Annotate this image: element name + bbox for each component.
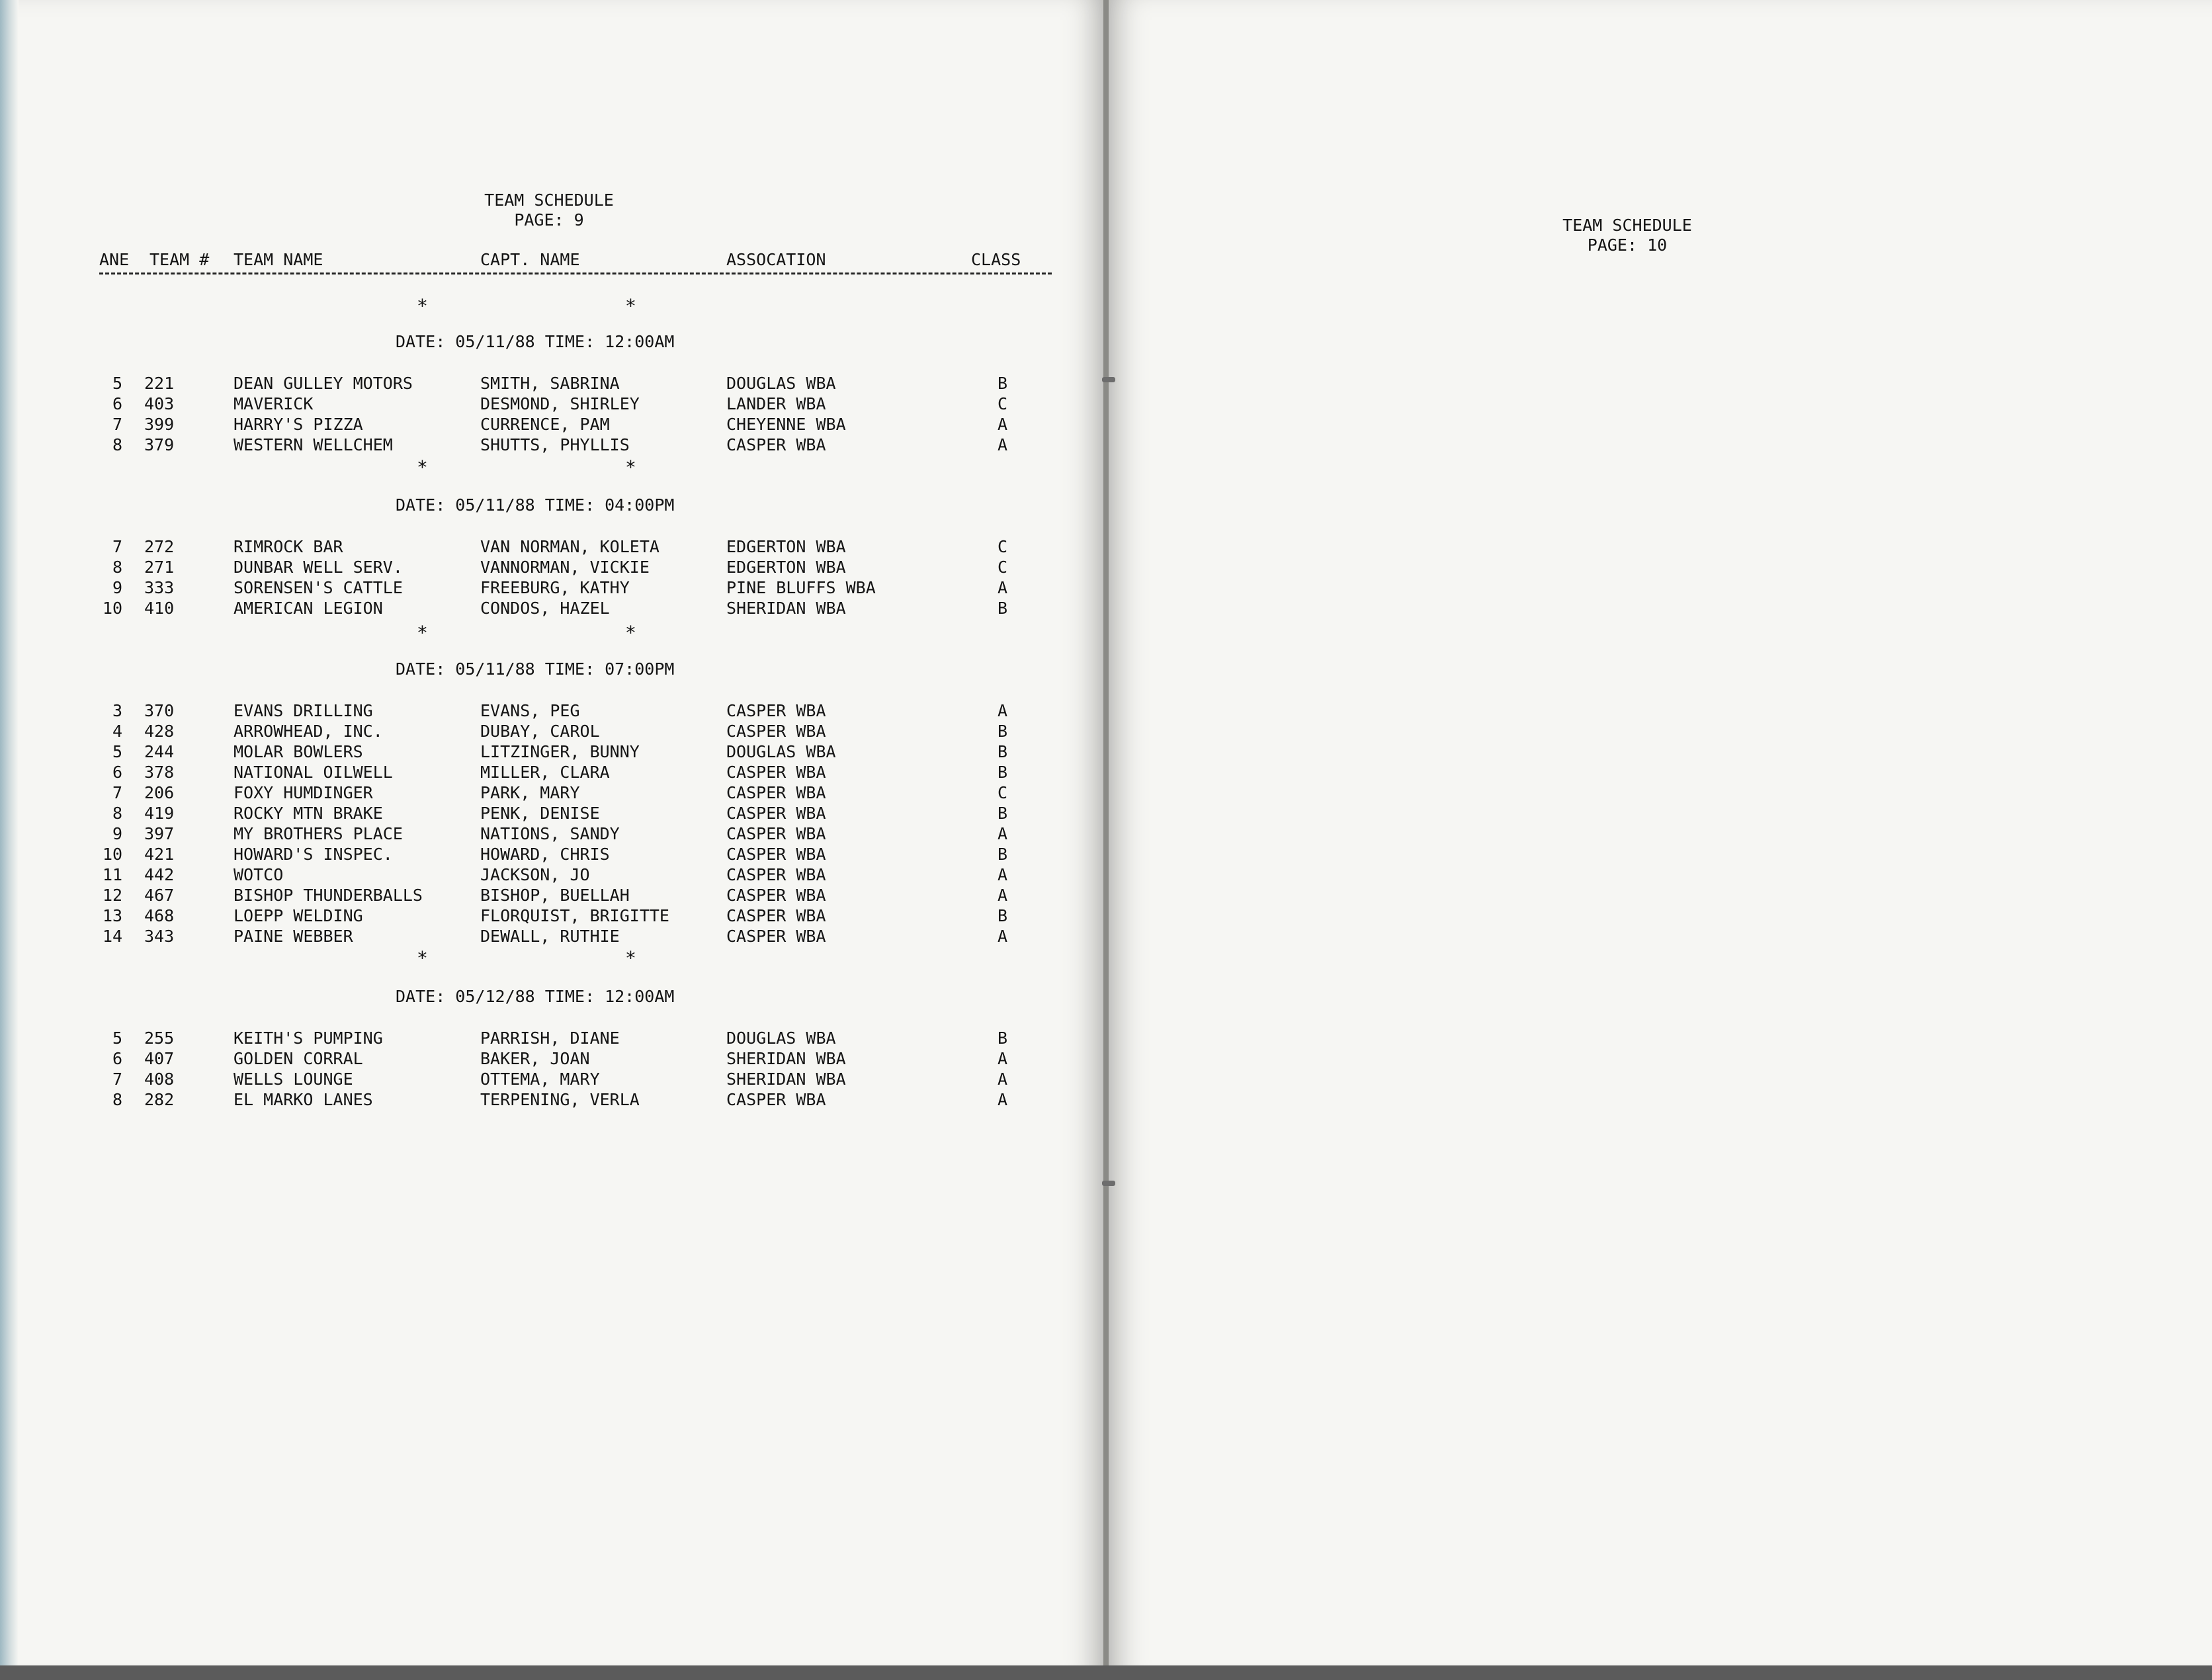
- association: CASPER WBA: [726, 927, 826, 946]
- team-number: 442: [144, 865, 175, 884]
- class-letter: B: [998, 804, 1008, 823]
- association: CASPER WBA: [726, 1090, 826, 1109]
- right-table-row: [1106, 754, 2212, 775]
- team-name: LOEPP WELDING: [234, 906, 363, 925]
- team-name: MOLAR BOWLERS: [234, 742, 363, 761]
- class-letter: A: [998, 1070, 1008, 1089]
- team-name: KEITH'S PUMPING: [234, 1029, 383, 1048]
- class-letter: A: [998, 578, 1008, 597]
- team-number: 399: [144, 415, 175, 434]
- captain-name: MILLER, CLARA: [480, 763, 610, 782]
- team-name: FOXY HUMDINGER: [234, 783, 373, 802]
- class-letter: A: [998, 886, 1008, 905]
- team-name: BISHOP THUNDERBALLS: [234, 886, 423, 905]
- team-name: PAINE WEBBER: [234, 927, 353, 946]
- left-separator-star: *: [625, 622, 636, 644]
- left-table-row: [0, 701, 1106, 722]
- association: CASPER WBA: [726, 783, 826, 802]
- left-table-row: [0, 906, 1106, 927]
- class-letter: B: [998, 742, 1008, 761]
- captain-name: EVANS, PEG: [480, 701, 580, 720]
- right-title: [1541, 216, 1713, 255]
- right-table-row: [1106, 833, 2212, 854]
- association: DOUGLAS WBA: [726, 374, 836, 393]
- team-number: 343: [144, 927, 175, 946]
- lane-number: 6: [112, 1049, 123, 1068]
- team-name: EVANS DRILLING: [234, 701, 373, 720]
- right-table-row: [1106, 1275, 2212, 1296]
- team-name: ARROWHEAD, INC.: [234, 722, 383, 741]
- lane-number: 7: [112, 1070, 123, 1089]
- class-letter: B: [998, 1029, 1008, 1048]
- lane-number: 5: [112, 742, 123, 761]
- left-table-row: [0, 804, 1106, 824]
- left-table-row: [0, 1029, 1106, 1049]
- left-title: [463, 190, 635, 230]
- association: CASPER WBA: [726, 906, 826, 925]
- right-table-row: [1106, 1295, 2212, 1316]
- team-name: EL MARKO LANES: [234, 1090, 373, 1109]
- class-letter: B: [998, 906, 1008, 925]
- class-letter: B: [998, 763, 1008, 782]
- left-separator-star: *: [417, 622, 428, 644]
- left-table-row: [0, 435, 1106, 456]
- left-table-row: [0, 763, 1106, 783]
- right-table-row: [1106, 1216, 2212, 1236]
- right-table-row: [1106, 634, 2212, 654]
- right-table-row: [1106, 456, 2212, 476]
- left-table-row: [0, 1049, 1106, 1070]
- captain-name: FLORQUIST, BRIGITTE: [480, 906, 669, 925]
- captain-name: BISHOP, BUELLAH: [480, 886, 630, 905]
- right-table-row: [1106, 396, 2212, 417]
- association: CASPER WBA: [726, 865, 826, 884]
- team-name: DEAN GULLEY MOTORS: [234, 374, 413, 393]
- lane-number: 3: [112, 701, 123, 720]
- left-table-row: [0, 742, 1106, 763]
- right-table-row: [1106, 416, 2212, 437]
- right-table-row: [1106, 1355, 2212, 1375]
- left-title-text: TEAM SCHEDULE: [484, 190, 614, 210]
- team-name: HOWARD'S INSPEC.: [234, 845, 393, 864]
- right-table-row: [1106, 1116, 2212, 1137]
- right-table-row: [1106, 1176, 2212, 1197]
- right-table-row: [1106, 1196, 2212, 1216]
- left-col-lane: ANE: [99, 250, 130, 269]
- class-letter: B: [998, 845, 1008, 864]
- right-table-row: [1106, 476, 2212, 496]
- team-number: 272: [144, 537, 175, 556]
- team-name: AMERICAN LEGION: [234, 599, 383, 618]
- team-number: 397: [144, 824, 175, 843]
- right-page-number: PAGE: 10: [1587, 235, 1668, 255]
- left-date-line: DATE: 05/11/88 TIME: 04:00PM: [396, 495, 675, 515]
- team-number: 379: [144, 435, 175, 454]
- association: SHERIDAN WBA: [726, 599, 846, 618]
- team-name: RIMROCK BAR: [234, 537, 343, 556]
- captain-name: DEWALL, RUTHIE: [480, 927, 620, 946]
- lane-number: 8: [112, 804, 123, 823]
- captain-name: TERPENING, VERLA: [480, 1090, 640, 1109]
- captain-name: DESMOND, SHIRLEY: [480, 394, 640, 413]
- left-table-row: [0, 537, 1106, 558]
- captain-name: CONDOS, HAZEL: [480, 599, 610, 618]
- team-name: SORENSEN'S CATTLE: [234, 578, 403, 597]
- right-table-row: [1106, 1097, 2212, 1117]
- team-name: ROCKY MTN BRAKE: [234, 804, 383, 823]
- left-table-row: [0, 558, 1106, 578]
- association: CASPER WBA: [726, 886, 826, 905]
- association: DOUGLAS WBA: [726, 742, 836, 761]
- left-col-team-no: TEAM #: [149, 250, 210, 269]
- right-table-row: [1106, 1335, 2212, 1355]
- class-letter: A: [998, 1049, 1008, 1068]
- class-letter: C: [998, 394, 1008, 413]
- lane-number: 10: [103, 845, 123, 864]
- left-separator-star: *: [625, 947, 636, 969]
- left-table-row: [0, 927, 1106, 947]
- class-letter: C: [998, 537, 1008, 556]
- association: CASPER WBA: [726, 824, 826, 843]
- team-number: 244: [144, 742, 175, 761]
- team-number: 421: [144, 845, 175, 864]
- lane-number: 8: [112, 1090, 123, 1109]
- lane-number: 7: [112, 415, 123, 434]
- team-number: 410: [144, 599, 175, 618]
- captain-name: SMITH, SABRINA: [480, 374, 620, 393]
- association: LANDER WBA: [726, 394, 826, 413]
- captain-name: SHUTTS, PHYLLIS: [480, 435, 630, 454]
- left-table-row: [0, 783, 1106, 804]
- association: SHERIDAN WBA: [726, 1070, 846, 1089]
- association: DOUGLAS WBA: [726, 1029, 836, 1048]
- captain-name: VAN NORMAN, KOLETA: [480, 537, 659, 556]
- team-number: 428: [144, 722, 175, 741]
- captain-name: DUBAY, CAROL: [480, 722, 600, 741]
- right-table-row: [1106, 594, 2212, 614]
- team-number: 255: [144, 1029, 175, 1048]
- captain-name: FREEBURG, KATHY: [480, 578, 630, 597]
- right-table-row: [1106, 1136, 2212, 1157]
- team-number: 403: [144, 394, 175, 413]
- left-col-team-name: TEAM NAME: [234, 250, 323, 269]
- team-name: WOTCO: [234, 865, 284, 884]
- lane-number: 5: [112, 1029, 123, 1048]
- right-table-row: [1106, 1156, 2212, 1177]
- captain-name: PARRISH, DIANE: [480, 1029, 620, 1048]
- lane-number: 11: [103, 865, 123, 884]
- team-name: HARRY'S PIZZA: [234, 415, 363, 434]
- team-number: 378: [144, 763, 175, 782]
- left-separator-star: *: [417, 947, 428, 969]
- right-table-row: [1106, 937, 2212, 957]
- left-table-row: [0, 599, 1106, 619]
- association: EDGERTON WBA: [726, 558, 846, 577]
- team-name: WELLS LOUNGE: [234, 1070, 353, 1089]
- book-spine: [1103, 0, 1109, 1680]
- association: CASPER WBA: [726, 722, 826, 741]
- right-table-row: [1106, 956, 2212, 977]
- class-letter: A: [998, 824, 1008, 843]
- class-letter: B: [998, 599, 1008, 618]
- right-table-row: [1106, 1434, 2212, 1454]
- association: CHEYENNE WBA: [726, 415, 846, 434]
- right-table-row: [1106, 1414, 2212, 1435]
- team-number: 221: [144, 374, 175, 393]
- lane-number: 6: [112, 763, 123, 782]
- association: CASPER WBA: [726, 845, 826, 864]
- team-number: 282: [144, 1090, 175, 1109]
- class-letter: A: [998, 1090, 1008, 1109]
- team-name: GOLDEN CORRAL: [234, 1049, 363, 1068]
- team-number: 468: [144, 906, 175, 925]
- captain-name: PARK, MARY: [480, 783, 580, 802]
- class-letter: A: [998, 415, 1008, 434]
- right-table-row: [1106, 1374, 2212, 1395]
- bottom-edge: [0, 1665, 2212, 1680]
- right-table-row: [1106, 794, 2212, 814]
- association: SHERIDAN WBA: [726, 1049, 846, 1068]
- association: CASPER WBA: [726, 435, 826, 454]
- lane-number: 6: [112, 394, 123, 413]
- lane-number: 5: [112, 374, 123, 393]
- lane-number: 9: [112, 578, 123, 597]
- lane-number: 7: [112, 537, 123, 556]
- left-separator-star: *: [625, 456, 636, 478]
- right-table-row: [1106, 495, 2212, 516]
- left-separator-star: *: [417, 295, 428, 317]
- team-number: 419: [144, 804, 175, 823]
- association: CASPER WBA: [726, 763, 826, 782]
- left-table-row: [0, 845, 1106, 865]
- left-table-row: [0, 578, 1106, 599]
- right-table-row: [1106, 814, 2212, 834]
- left-col-capt: CAPT. NAME: [480, 250, 580, 269]
- right-table-row: [1106, 1394, 2212, 1415]
- captain-name: LITZINGER, BUNNY: [480, 742, 640, 761]
- class-letter: A: [998, 701, 1008, 720]
- team-number: 271: [144, 558, 175, 577]
- right-table-row: [1106, 614, 2212, 634]
- left-table-row: [0, 1070, 1106, 1090]
- team-number: 408: [144, 1070, 175, 1089]
- right-table-row: [1106, 1236, 2212, 1256]
- class-letter: A: [998, 435, 1008, 454]
- left-col-class: CLASS: [971, 250, 1021, 269]
- left-separator-star: *: [625, 295, 636, 317]
- right-table-row: [1106, 996, 2212, 1017]
- class-letter: B: [998, 374, 1008, 393]
- left-date-line: DATE: 05/12/88 TIME: 12:00AM: [396, 987, 675, 1006]
- left-table-row: [0, 394, 1106, 415]
- left-col-assoc: ASSOCATION: [726, 250, 826, 269]
- lane-number: 4: [112, 722, 123, 741]
- right-table-row: [1106, 1255, 2212, 1276]
- captain-name: BAKER, JOAN: [480, 1049, 590, 1068]
- right-table-row: [1106, 976, 2212, 997]
- left-page-number: PAGE: 9: [514, 210, 584, 230]
- left-table-row: [0, 865, 1106, 886]
- captain-name: OTTEMA, MARY: [480, 1070, 600, 1089]
- left-table-row: [0, 824, 1106, 845]
- left-table-row: [0, 374, 1106, 394]
- left-header-rule: [99, 273, 1052, 274]
- team-name: MY BROTHERS PLACE: [234, 824, 403, 843]
- team-number: 206: [144, 783, 175, 802]
- team-number: 467: [144, 886, 175, 905]
- association: PINE BLUFFS WBA: [726, 578, 876, 597]
- right-table-row: [1106, 774, 2212, 794]
- left-table-row: [0, 722, 1106, 742]
- captain-name: HOWARD, CHRIS: [480, 845, 610, 864]
- team-number: 333: [144, 578, 175, 597]
- staple-bottom: [1102, 1181, 1115, 1186]
- right-table-row: [1106, 436, 2212, 456]
- team-name: DUNBAR WELL SERV.: [234, 558, 403, 577]
- right-table-row: [1106, 1315, 2212, 1335]
- lane-number: 8: [112, 558, 123, 577]
- captain-name: JACKSON, JO: [480, 865, 590, 884]
- left-table-row: [0, 1090, 1106, 1111]
- left-date-line: DATE: 05/11/88 TIME: 12:00AM: [396, 332, 675, 351]
- right-title-text: TEAM SCHEDULE: [1562, 216, 1692, 235]
- captain-name: PENK, DENISE: [480, 804, 600, 823]
- lane-number: 12: [103, 886, 123, 905]
- left-table-row: [0, 415, 1106, 435]
- class-letter: C: [998, 783, 1008, 802]
- association: EDGERTON WBA: [726, 537, 846, 556]
- association: CASPER WBA: [726, 701, 826, 720]
- captain-name: VANNORMAN, VICKIE: [480, 558, 650, 577]
- lane-number: 7: [112, 783, 123, 802]
- lane-number: 8: [112, 435, 123, 454]
- team-number: 370: [144, 701, 175, 720]
- captain-name: NATIONS, SANDY: [480, 824, 620, 843]
- team-name: WESTERN WELLCHEM: [234, 435, 393, 454]
- class-letter: A: [998, 865, 1008, 884]
- lane-number: 13: [103, 906, 123, 925]
- association: CASPER WBA: [726, 804, 826, 823]
- right-table-row: [1106, 653, 2212, 674]
- left-separator-star: *: [417, 456, 428, 478]
- left-table-row: [0, 886, 1106, 906]
- team-name: MAVERICK: [234, 394, 314, 413]
- left-date-line: DATE: 05/11/88 TIME: 07:00PM: [396, 659, 675, 679]
- lane-number: 9: [112, 824, 123, 843]
- staple-top: [1102, 377, 1115, 382]
- class-letter: C: [998, 558, 1008, 577]
- lane-number: 10: [103, 599, 123, 618]
- team-name: NATIONAL OILWELL: [234, 763, 393, 782]
- class-letter: B: [998, 722, 1008, 741]
- captain-name: CURRENCE, PAM: [480, 415, 610, 434]
- class-letter: A: [998, 927, 1008, 946]
- lane-number: 14: [103, 927, 123, 946]
- team-number: 407: [144, 1049, 175, 1068]
